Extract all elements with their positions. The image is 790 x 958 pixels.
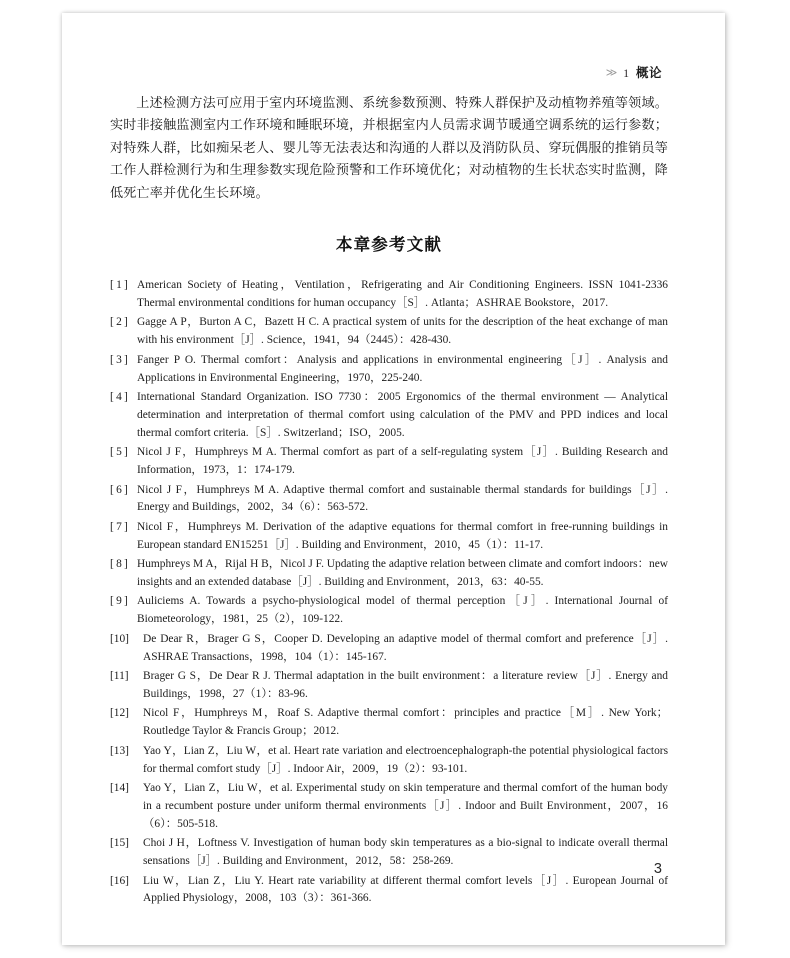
reference-text: Nicol F，Humphreys M. Derivation of the adaptive equations for thermal comfort in free-running buildings in European standard EN15251［J］. Building and Environment，2010，45（1）：11-17. bbox=[137, 520, 668, 551]
reference-text: Auliciems A. Towards a psycho-physiological model of thermal perception［J］. International Journal of Biometeorology，1981，25（2），109-122. bbox=[137, 595, 668, 626]
reference-number: [ 6 ] bbox=[110, 483, 128, 496]
page-number: 3 bbox=[653, 861, 662, 877]
references-section-title: 本章参考文献 bbox=[335, 235, 443, 255]
reference-text: American Society of Heating，Ventilation，Refrigerating and Air Conditioning Engineers. ISSN 1041-2336 Thermal environmental conditions for human occupancy［S］. Atlanta；ASHRAE Bookstore，2017. bbox=[137, 279, 668, 309]
reference-text: Yao Y，Lian Z，Liu W，et al. Experimental study on skin temperature and thermal comfort of the human body in a recumbent posture under uniform thermal environments［J］. Indoor and Built Environment，2007，16（6）：505-518. bbox=[143, 782, 668, 830]
reference-item bbox=[110, 873, 668, 909]
reference-text: Nicol J F，Humphreys M A. Thermal comfort as part of a self-regulating system［J］. Building Research and Information，1973，1：174-179. bbox=[137, 446, 668, 477]
reference-number: [ 5 ] bbox=[110, 446, 128, 459]
reference-number: [14] bbox=[110, 782, 129, 794]
reference-item bbox=[110, 835, 668, 871]
reference-number: [10] bbox=[110, 632, 129, 645]
reference-number: [ 1 ] bbox=[110, 279, 128, 292]
reference-number: [16] bbox=[110, 874, 129, 887]
reference-number: [ 8 ] bbox=[110, 558, 128, 571]
book-page bbox=[62, 13, 725, 945]
reference-item bbox=[110, 277, 668, 313]
reference-number: [15] bbox=[110, 837, 129, 850]
chevron-right-icon: ≫ bbox=[605, 67, 617, 79]
reference-text: Nicol J F，Humphreys M A. Adaptive thermal comfort and sustainable thermal standards for buildings［J］. Energy and Buildings，2002，34（6）：563-572. bbox=[137, 483, 668, 514]
reference-number: [ 9 ] bbox=[110, 595, 128, 608]
reference-number: [ 3 ] bbox=[110, 353, 128, 366]
reference-item bbox=[110, 444, 668, 480]
body-paragraph: 上述检测方法可应用于室内环境监测、系统参数预测、特殊人群保护及动植物养殖等领域。实时非接触监测室内工作环境和睡眠环境，并根据室内人员需求调节暖通空调系统的运行参数；对特殊人群，比如痴呆老人、婴儿等无法表达和沟通的人群以及消防队员、穿玩偶服的推销员等工作人群检测行为和生理参数实现危险预警和工作环境优化；对动植物的生长状态实时监测，降低死亡率并优化生长环境。 bbox=[110, 96, 668, 201]
running-header bbox=[606, 63, 662, 81]
reference-number: [ 7 ] bbox=[110, 520, 128, 533]
reference-number: [ 2 ] bbox=[110, 316, 128, 329]
reference-item bbox=[110, 556, 668, 592]
reference-item bbox=[110, 314, 668, 350]
reference-item bbox=[110, 593, 668, 629]
reference-item bbox=[110, 743, 668, 779]
reference-text: Humphreys M A，Rijal H B，Nicol J F. Updating the adaptive relation between climate and comfort indoors：new insights and an extended database［J］. Building and Environment，2013，63：40-55. bbox=[137, 558, 668, 589]
reference-number: [13] bbox=[110, 744, 129, 757]
reference-item bbox=[110, 519, 668, 555]
header-chapter-title: 概论 bbox=[635, 65, 662, 80]
reference-item bbox=[110, 389, 668, 443]
reference-item bbox=[110, 352, 668, 388]
reference-item bbox=[110, 705, 668, 741]
reference-text: Fanger P O. Thermal comfort：Analysis and applications in environmental engineering［J］. Analysis and Applications in Environmental Engineering，1970，225-240. bbox=[137, 353, 668, 384]
reference-list bbox=[110, 277, 668, 908]
reference-item bbox=[110, 780, 668, 834]
page-content bbox=[110, 93, 668, 910]
reference-text: Nicol F，Humphreys M，Roaf S. Adaptive thermal comfort：principles and practice［M］. New York；Routledge Taylor & Francis Group；2012. bbox=[143, 707, 668, 738]
reference-number: [12] bbox=[110, 707, 129, 720]
header-chapter-number: 1 bbox=[623, 68, 629, 80]
reference-item bbox=[110, 668, 668, 704]
reference-text: Brager G S，De Dear R J. Thermal adaptation in the built environment：a literature review［J］. Energy and Buildings，1998，27（1）：83-96. bbox=[143, 670, 668, 700]
reference-text: De Dear R，Brager G S，Cooper D. Developing an adaptive model of thermal comfort and preference［J］. ASHRAE Transactions，1998，104（1）：145-167. bbox=[143, 632, 668, 663]
reference-text: Yao Y，Lian Z，Liu W，et al. Heart rate variation and electroencephalograph-the potential physiological factors for thermal comfort study［J］. Indoor Air，2009，19（2）：93-101. bbox=[143, 744, 668, 775]
reference-text: Liu W，Lian Z，Liu Y. Heart rate variability at different thermal comfort levels［J］. European Journal of Applied Physiology，2008，103（3）：361-366. bbox=[143, 874, 668, 905]
reference-text: Gagge A P，Burton A C，Bazett H C. A practical system of units for the description of the heat exchange of man with his environment［J］. Science，1941，94（2445）：428-430. bbox=[137, 316, 668, 347]
reference-item bbox=[110, 631, 668, 667]
page-inner bbox=[62, 13, 725, 945]
reference-text: International Standard Organization. ISO 7730：2005 Ergonomics of the thermal environment — Analytical determination and interpretation of thermal comfort using calculation of the PMV and PPD indices and local thermal comfort criteria.［S］. Switzerland；ISO，2005. bbox=[137, 390, 668, 439]
reference-text: Choi J H，Loftness V. Investigation of human body skin temperatures as a bio-signal to indicate overall thermal sensations［J］. Building and Environment，2012，58：258-269. bbox=[143, 837, 668, 868]
reference-number: [ 4 ] bbox=[110, 390, 128, 403]
reference-number: [11] bbox=[110, 670, 129, 683]
reference-item bbox=[110, 482, 668, 518]
